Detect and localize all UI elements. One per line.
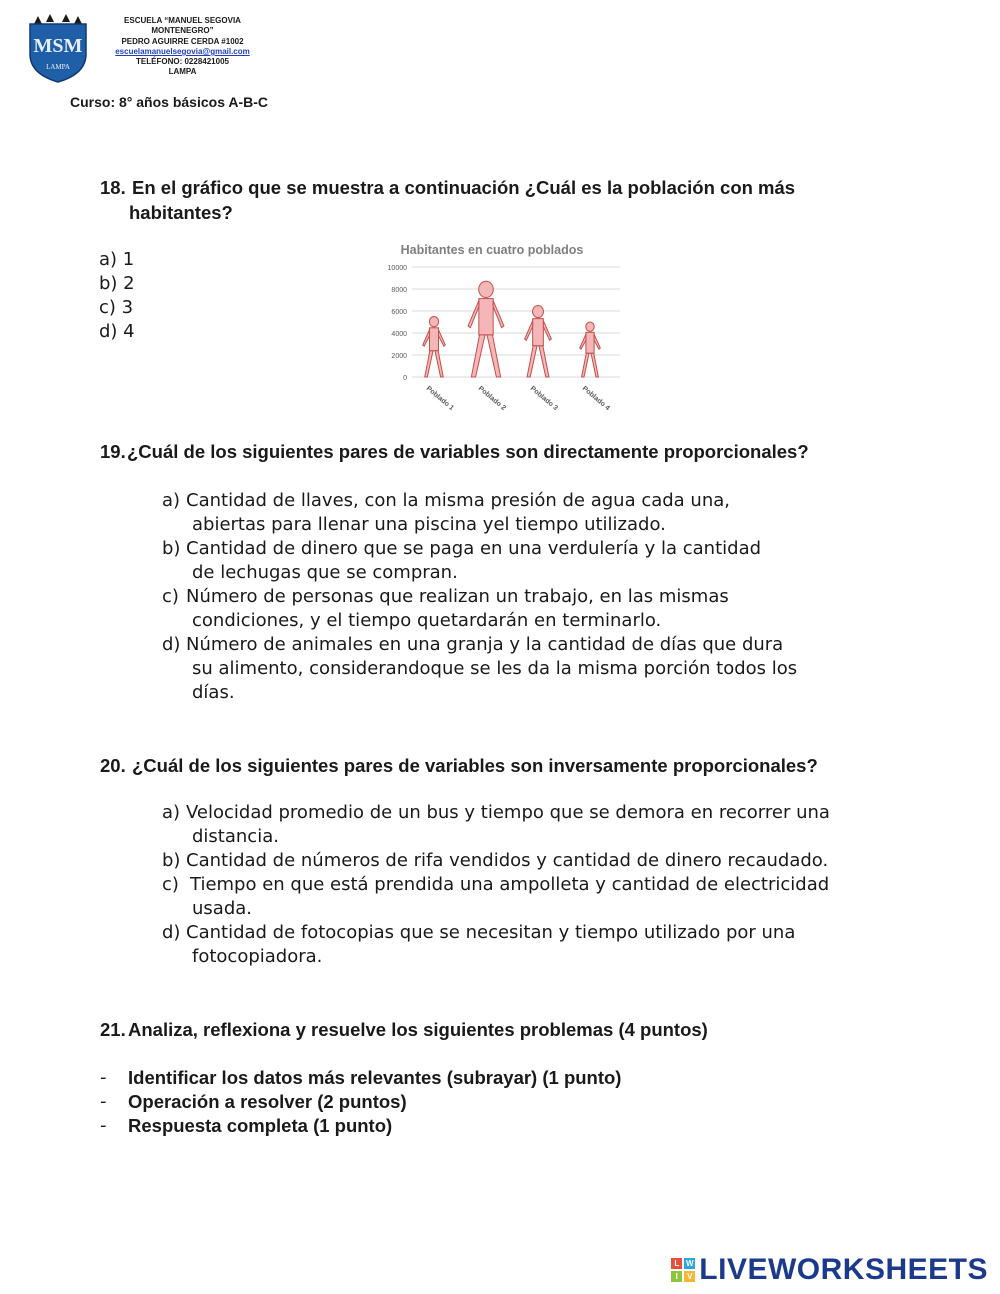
course-label: Curso: 8° años básicos A-B-C [70, 94, 269, 110]
q19-option-a-line1[interactable]: Cantidad de llaves, con la misma presión de agua cada una, [186, 490, 730, 511]
liveworksheets-blocks-icon [671, 1258, 695, 1282]
q21-bullet-3: Respuesta completa (1 punto) [128, 1115, 393, 1136]
q21-bullet-marker: - [100, 1067, 107, 1088]
q18-option-c[interactable]: c) 3 [99, 297, 134, 318]
school-email-link[interactable]: escuelamanuelsegovia@gmail.com [115, 47, 250, 56]
q19-option-a-letter[interactable]: a) [162, 490, 181, 511]
q18-option-a[interactable]: a) 1 [99, 249, 135, 270]
chart-person-mark [525, 306, 552, 378]
q19-option-a-line2[interactable]: abiertas para llenar una piscina yel tiempo utilizado. [192, 514, 666, 535]
q19-option-c-line1[interactable]: Número de personas que realizan un trabajo, en las mismas [186, 586, 729, 607]
q21-bullet-marker: - [100, 1091, 107, 1112]
q20-option-a-line1[interactable]: Velocidad promedio de un bus y tiempo que se demora en recorrer una [186, 802, 830, 823]
liveworksheets-brand: LIVEWORKSHEETS [699, 1253, 988, 1286]
logo-block: V [684, 1271, 695, 1282]
q20-option-d-letter[interactable]: d) [162, 922, 181, 943]
chart-person-mark [423, 317, 446, 378]
chart-category-label: Poblado 4 [580, 385, 611, 413]
q20-number: 20. [100, 755, 126, 776]
q18-option-d[interactable]: d) 4 [99, 321, 135, 342]
q18-option-b[interactable]: b) 2 [99, 273, 135, 294]
q21-number: 21. [100, 1019, 126, 1040]
chart-person-mark [580, 322, 601, 377]
q19-option-b-line2[interactable]: de lechugas que se compran. [192, 562, 458, 583]
q19-option-d-line2[interactable]: su alimento, considerandoque se les da la misma porción todos los [192, 658, 798, 679]
q19-option-d-line1[interactable]: Número de animales en una granja y la cantidad de días que dura [186, 634, 784, 655]
chart-title: Habitantes en cuatro poblados [400, 243, 584, 257]
q18-text-line1: En el gráfico que se muestra a continuación ¿Cuál es la población con más [132, 177, 796, 198]
q21-bullet-2: Operación a resolver (2 puntos) [128, 1091, 407, 1112]
q19-option-b-letter[interactable]: b) [162, 538, 181, 559]
logo-block: I [671, 1271, 682, 1282]
chart-ytick-label: 0 [403, 375, 407, 382]
chart-category-label: Poblado 3 [528, 385, 559, 413]
q18-text-line2: habitantes? [129, 202, 233, 223]
school-name-line1: ESCUELA “MANUEL SEGOVIA [124, 16, 241, 25]
q19-option-c-letter[interactable]: c) [162, 586, 179, 607]
q21-text: Analiza, reflexiona y resuelve los siguientes problemas (4 puntos) [128, 1019, 708, 1040]
q20-option-a-line2[interactable]: distancia. [192, 826, 279, 847]
q19-text: ¿Cuál de los siguientes pares de variables son directamente proporcionales? [127, 441, 809, 462]
liveworksheets-logo[interactable] [671, 1253, 988, 1287]
q20-option-d-line2[interactable]: fotocopiadora. [192, 946, 323, 967]
chart-ytick-label: 10000 [387, 265, 407, 272]
chart-category-label: Poblado 1 [424, 385, 455, 413]
q20-option-b-line1[interactable]: Cantidad de números de rifa vendidos y cantidad de dinero recaudado. [186, 850, 829, 871]
chart-ytick-label: 8000 [391, 287, 407, 294]
q21-bullet-marker: - [100, 1115, 107, 1136]
q20-option-c-letter[interactable]: c) [162, 874, 179, 895]
population-chart-svg [370, 236, 640, 421]
logo-block: L [671, 1258, 682, 1269]
q19-number: 19. [100, 441, 126, 462]
school-phone: TELÉFONO: 0228421005 [136, 57, 229, 66]
chart-category-label: Poblado 2 [476, 385, 507, 413]
school-city: LAMPA [168, 67, 197, 76]
crest-text: LAMPA [46, 63, 70, 71]
crest-letters: MSM [33, 35, 83, 57]
chart-ytick-label: 4000 [391, 331, 407, 338]
chart-ytick-label: 6000 [391, 309, 407, 316]
q20-option-c-line1[interactable]: Tiempo en que está prendida una ampolleta y cantidad de electricidad [190, 874, 830, 895]
q21-bullet-1: Identificar los datos más relevantes (subrayar) (1 punto) [128, 1067, 622, 1088]
q20-option-a-letter[interactable]: a) [162, 802, 181, 823]
school-name-line2: MONTENEGRO” [151, 26, 214, 35]
q19-option-b-line1[interactable]: Cantidad de dinero que se paga en una verdulería y la cantidad [186, 538, 762, 559]
q20-option-c-line2[interactable]: usada. [192, 898, 252, 919]
logo-block: W [686, 1259, 694, 1268]
q19-option-d-line3[interactable]: días. [192, 682, 235, 703]
q20-text: ¿Cuál de los siguientes pares de variables son inversamente proporcionales? [132, 755, 818, 776]
q19-option-d-letter[interactable]: d) [162, 634, 181, 655]
school-address: PEDRO AGUIRRE CERDA #1002 [121, 37, 244, 46]
chart-person-mark [468, 281, 504, 377]
q18-number: 18. [100, 177, 126, 198]
q19-option-c-line2[interactable]: condiciones, y el tiempo quetardarán en terminarlo. [192, 610, 662, 631]
q20-option-d-line1[interactable]: Cantidad de fotocopias que se necesitan y tiempo utilizado por una [186, 922, 796, 943]
q20-option-b-letter[interactable]: b) [162, 850, 181, 871]
school-crest [26, 14, 90, 84]
population-chart [370, 236, 640, 421]
chart-ytick-label: 2000 [391, 353, 407, 360]
